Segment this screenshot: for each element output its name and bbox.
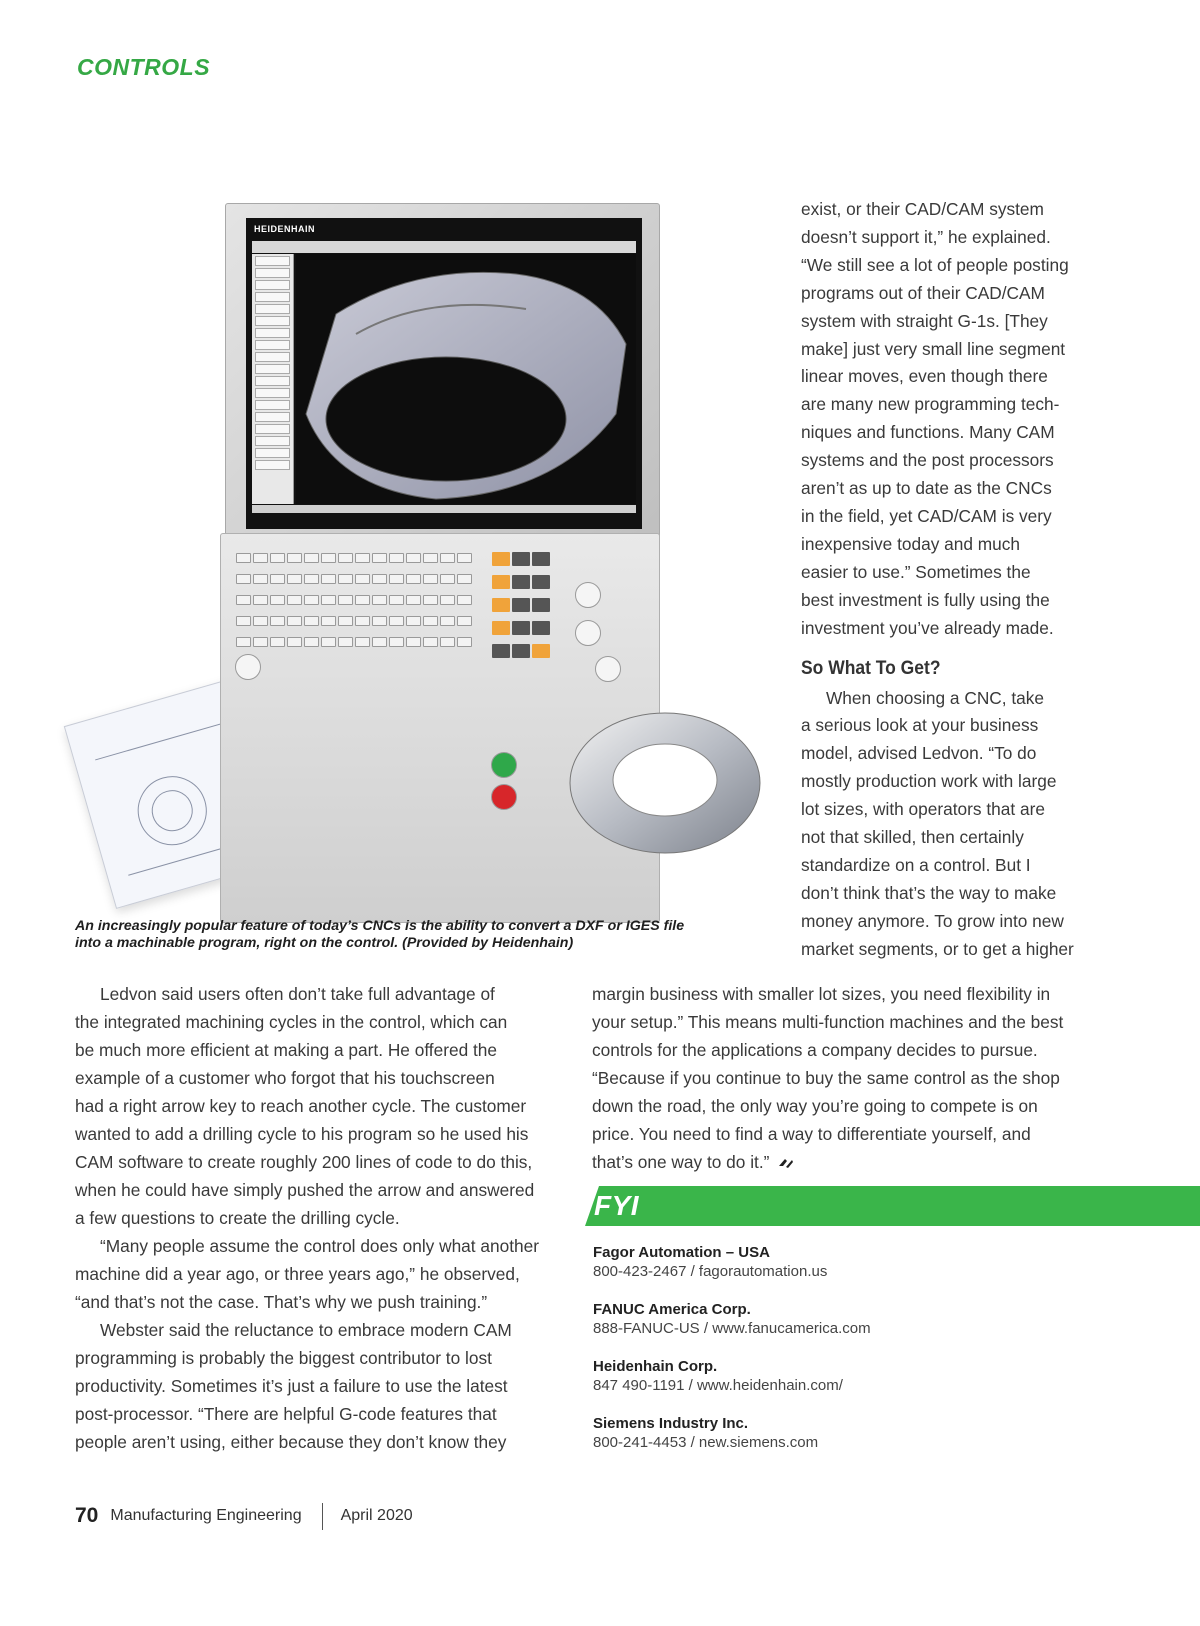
figure-caption [75,918,755,952]
text-line: be much more efficient at making a part. He offered the [75,1040,498,1060]
text-line: CAM software to create roughly 200 lines of code to do this, [75,1152,533,1172]
text-line: Ledvon said users often don’t take full advantage of [100,984,495,1004]
text-line: doesn’t support it,” he explained. [801,226,1051,247]
contact-info: 888-FANUC-US / www.fanucamerica.com [593,1320,871,1337]
text-line: niques and functions. Many CAM [801,422,1055,443]
cnc-control-photo [75,203,815,928]
text-line: post-processor. “There are helpful G-code features that [75,1404,497,1424]
contact-entry [593,1244,1113,1282]
issue-date: April 2020 [340,1507,413,1524]
brand-logo: HEIDENHAIN [254,224,316,234]
text-line: programming is probably the biggest contributor to lost [75,1348,492,1368]
text-line: Webster said the reluctance to embrace modern CAM [100,1320,512,1340]
cad-3d-view [296,254,636,504]
text-line: the integrated machining cycles in the control, which can [75,1012,508,1032]
green-start-button [491,752,517,778]
text-line: “We still see a lot of people posting [801,254,1069,275]
page-footer [75,1500,413,1532]
text-line: aren’t as up to date as the CNCs [801,478,1052,499]
fyi-title: FYI [594,1190,640,1221]
text-line: “Many people assume the control does only what another [100,1236,540,1256]
screen-toolbar [252,241,636,253]
red-stop-button [491,784,517,810]
article-column-right-top [801,196,1101,964]
fyi-contacts [593,1244,1113,1472]
text-line: don’t think that’s the way to make [801,882,1057,903]
text-line: make] just very small line segment [801,338,1066,359]
text-line: people aren’t using, either because they don’t know they [75,1432,507,1452]
end-mark-icon [778,1156,794,1170]
round-button [575,620,601,646]
text-line: mostly production work with large [801,771,1057,792]
caption-line: An increasingly popular feature of today’s CNCs is the ability to convert a DXF or IGES file [75,918,685,934]
text-line: investment you’ve already made. [801,617,1054,638]
screen-tree-panel [252,254,294,504]
publication-name: Manufacturing Engineering [110,1507,302,1524]
text-line: your setup.” This means multi-function machines and the best [592,1012,1064,1032]
spindle-override-knob [595,656,621,682]
text-line: When choosing a CNC, take [826,687,1045,708]
text-line: lot sizes, with operators that are [801,799,1045,820]
text-line: in the field, yet CAD/CAM is very [801,505,1052,526]
round-button [575,582,601,608]
text-line: “Because if you continue to buy the same control as the shop [592,1068,1060,1088]
text-line: productivity. Sometimes it’s just a failure to use the latest [75,1376,508,1396]
feed-override-knob [235,654,261,680]
text-line: not that skilled, then certainly [801,827,1024,848]
contact-entry [593,1415,1113,1453]
alpha-keys [235,550,485,655]
text-line: “and that’s not the case. That’s why we push training.” [75,1292,488,1312]
text-line: margin business with smaller lot sizes, you need flexibility in [592,984,1051,1004]
numeric-keypad [491,550,561,665]
section-label: CONTROLS [77,54,211,80]
text-line: standardize on a control. But I [801,854,1031,875]
text-line: easier to use.” Sometimes the [801,561,1031,582]
text-line: are many new programming tech- [801,394,1060,415]
article-column-right-bottom [592,980,1102,1176]
text-line: market segments, or to get a higher [801,938,1074,959]
text-line: wanted to add a drilling cycle to his program so he used his [75,1124,529,1144]
text-line: exist, or their CAD/CAM system [801,199,1044,219]
subheading: So What To Get? [801,657,941,679]
text-line: systems and the post processors [801,450,1054,471]
text-line: a serious look at your business [801,715,1039,736]
text-line: best investment is fully using the [801,589,1050,610]
monitor [225,203,660,543]
text-line: had a right arrow key to reach another cycle. The customer [75,1096,527,1116]
contact-name: Fagor Automation – USA [593,1244,770,1261]
text-line: inexpensive today and much [801,533,1021,554]
contact-name: Heidenhain Corp. [593,1358,718,1375]
contact-entry [593,1358,1113,1396]
text-line: example of a customer who forgot that his touchscreen [75,1068,495,1088]
contact-entry [593,1301,1113,1339]
page-number: 70 [75,1504,99,1527]
text-line: that’s one way to do it.” [592,1152,770,1172]
text-line: down the road, the only way you’re going to compete is on [592,1096,1038,1116]
text-line: system with straight G-1s. [They [801,310,1048,331]
text-line: programs out of their CAD/CAM [801,282,1045,303]
contact-info: 800-423-2467 / fagorautomation.us [593,1263,828,1280]
footer-divider [322,1503,323,1530]
text-line: controls for the applications a company decides to pursue. [592,1040,1038,1060]
text-line: price. You need to find a way to differentiate yourself, and [592,1124,1031,1144]
contact-info: 847 490-1191 / www.heidenhain.com/ [593,1377,843,1394]
contact-name: Siemens Industry Inc. [593,1415,749,1432]
text-line: a few questions to create the drilling cycle. [75,1208,400,1228]
article-column-left [75,980,575,1456]
text-line: money anymore. To grow into new [801,910,1064,931]
text-line: linear moves, even though there [801,366,1048,387]
contact-info: 800-241-4453 / new.siemens.com [593,1434,819,1451]
fyi-banner [585,1186,1200,1226]
machined-part [565,708,765,858]
text-line: when he could have simply pushed the arrow and answered [75,1180,535,1200]
text-line: model, advised Ledvon. “To do [801,743,1037,764]
caption-line: into a machinable program, right on the control. (Provided by Heidenhain) [75,935,574,951]
text-line: machine did a year ago, or three years ago,” he observed, [75,1264,520,1284]
screen-status-bar [252,505,636,513]
contact-name: FANUC America Corp. [593,1301,751,1318]
text-line-last [592,1148,1102,1176]
